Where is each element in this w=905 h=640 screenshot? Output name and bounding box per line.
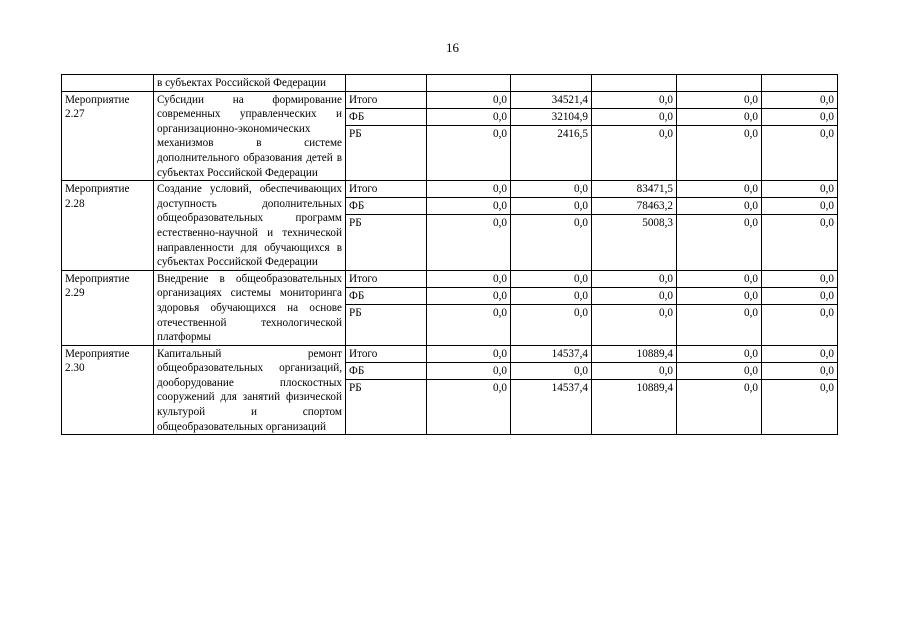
amount-cell: 0,0 [427, 379, 511, 396]
amount-cell: 0,0 [592, 125, 677, 142]
page-number: 16 [446, 40, 459, 55]
amount-cell: 0,0 [511, 215, 592, 232]
funding-source: ФБ [346, 198, 427, 215]
event-name: Мероприятие 2.28 [62, 181, 154, 271]
amount-cell: 0,0 [677, 304, 762, 321]
amount-cell: 0,0 [677, 287, 762, 304]
event-description: Внедрение в общеобразовательных организациях системы мониторинга здоровья обучающихся на основе отечественной технологической платформы [154, 270, 346, 345]
amount-cell: 5008,3 [592, 215, 677, 232]
amount-cell: 0,0 [511, 198, 592, 215]
amount-cell: 34521,4 [511, 91, 592, 108]
amount-cell: 0,0 [511, 270, 592, 287]
amount-cell: 0,0 [427, 362, 511, 379]
funding-source: Итого [346, 181, 427, 198]
amount-cell: 0,0 [427, 125, 511, 142]
amount-cell: 0,0 [677, 181, 762, 198]
funding-source: Итого [346, 345, 427, 362]
continuation-row [62, 75, 838, 92]
table-row [62, 181, 838, 198]
amount-cell: 0,0 [762, 287, 838, 304]
amount-cell: 0,0 [762, 270, 838, 287]
amount-cell: 0,0 [427, 270, 511, 287]
amount-cell: 0,0 [677, 108, 762, 125]
amount-cell: 0,0 [762, 91, 838, 108]
event-description: в субъектах Российской Федерации [154, 75, 346, 92]
amount-cell: 0,0 [511, 287, 592, 304]
amount-cell: 0,0 [592, 287, 677, 304]
amount-cell: 0,0 [427, 287, 511, 304]
amount-cell: 0,0 [677, 362, 762, 379]
amount-cell: 0,0 [592, 304, 677, 321]
amount-cell: 0,0 [427, 304, 511, 321]
funding-source: РБ [346, 379, 427, 396]
event-description: Субсидии на формирование современных управленческих и организационно-экономических механизмов в системе дополнительного образования детей в субъектах Российской Федерации [154, 91, 346, 181]
funding-source: РБ [346, 304, 427, 321]
event-description: Капитальный ремонт общеобразовательных организаций, дооборудование плоскостных сооружений для занятий физической культурой и спортом общеобразовательных организаций [154, 345, 346, 435]
funding-source: Итого [346, 270, 427, 287]
amount-cell: 0,0 [677, 345, 762, 362]
amount-cell: 0,0 [677, 215, 762, 232]
amount-cell: 0,0 [427, 198, 511, 215]
amount-cell: 83471,5 [592, 181, 677, 198]
amount-cell: 2416,5 [511, 125, 592, 142]
event-description: Создание условий, обеспечивающих доступность дополнительных общеобразовательных программ естественно-научной и технической направленности для обучающихся в субъектах Российской Федерации [154, 181, 346, 271]
amount-cell: 78463,2 [592, 198, 677, 215]
amount-cell: 0,0 [762, 362, 838, 379]
amount-cell: 0,0 [762, 379, 838, 396]
funding-source: ФБ [346, 362, 427, 379]
table-row [62, 91, 838, 108]
table-row [62, 345, 838, 362]
amount-cell: 0,0 [427, 108, 511, 125]
amount-cell: 0,0 [677, 270, 762, 287]
amount-cell: 0,0 [592, 270, 677, 287]
amount-cell: 0,0 [677, 198, 762, 215]
amount-cell: 0,0 [762, 108, 838, 125]
event-name: Мероприятие 2.29 [62, 270, 154, 345]
amount-cell: 0,0 [427, 181, 511, 198]
amount-cell: 10889,4 [592, 379, 677, 396]
amount-cell: 0,0 [762, 215, 838, 232]
amount-cell: 0,0 [677, 125, 762, 142]
amount-cell: 0,0 [511, 362, 592, 379]
event-name: Мероприятие 2.30 [62, 345, 154, 435]
amount-cell: 0,0 [427, 345, 511, 362]
funding-source: РБ [346, 215, 427, 232]
funding-table [61, 74, 838, 435]
funding-source: ФБ [346, 108, 427, 125]
event-name-cell [62, 75, 154, 92]
amount-cell: 0,0 [677, 379, 762, 396]
funding-source: Итого [346, 91, 427, 108]
funding-source: ФБ [346, 287, 427, 304]
amount-cell: 0,0 [592, 108, 677, 125]
amount-cell: 14537,4 [511, 379, 592, 396]
amount-cell: 14537,4 [511, 345, 592, 362]
amount-cell: 0,0 [677, 91, 762, 108]
amount-cell: 0,0 [762, 181, 838, 198]
amount-cell: 0,0 [511, 181, 592, 198]
amount-cell: 0,0 [762, 345, 838, 362]
amount-cell: 0,0 [511, 304, 592, 321]
amount-cell: 32104,9 [511, 108, 592, 125]
amount-cell: 0,0 [427, 91, 511, 108]
amount-cell: 0,0 [762, 125, 838, 142]
event-name: Мероприятие 2.27 [62, 91, 154, 181]
amount-cell: 0,0 [427, 215, 511, 232]
amount-cell: 10889,4 [592, 345, 677, 362]
funding-source: РБ [346, 125, 427, 142]
amount-cell: 0,0 [592, 91, 677, 108]
amount-cell: 0,0 [592, 362, 677, 379]
table-row [62, 270, 838, 287]
amount-cell: 0,0 [762, 304, 838, 321]
amount-cell: 0,0 [762, 198, 838, 215]
